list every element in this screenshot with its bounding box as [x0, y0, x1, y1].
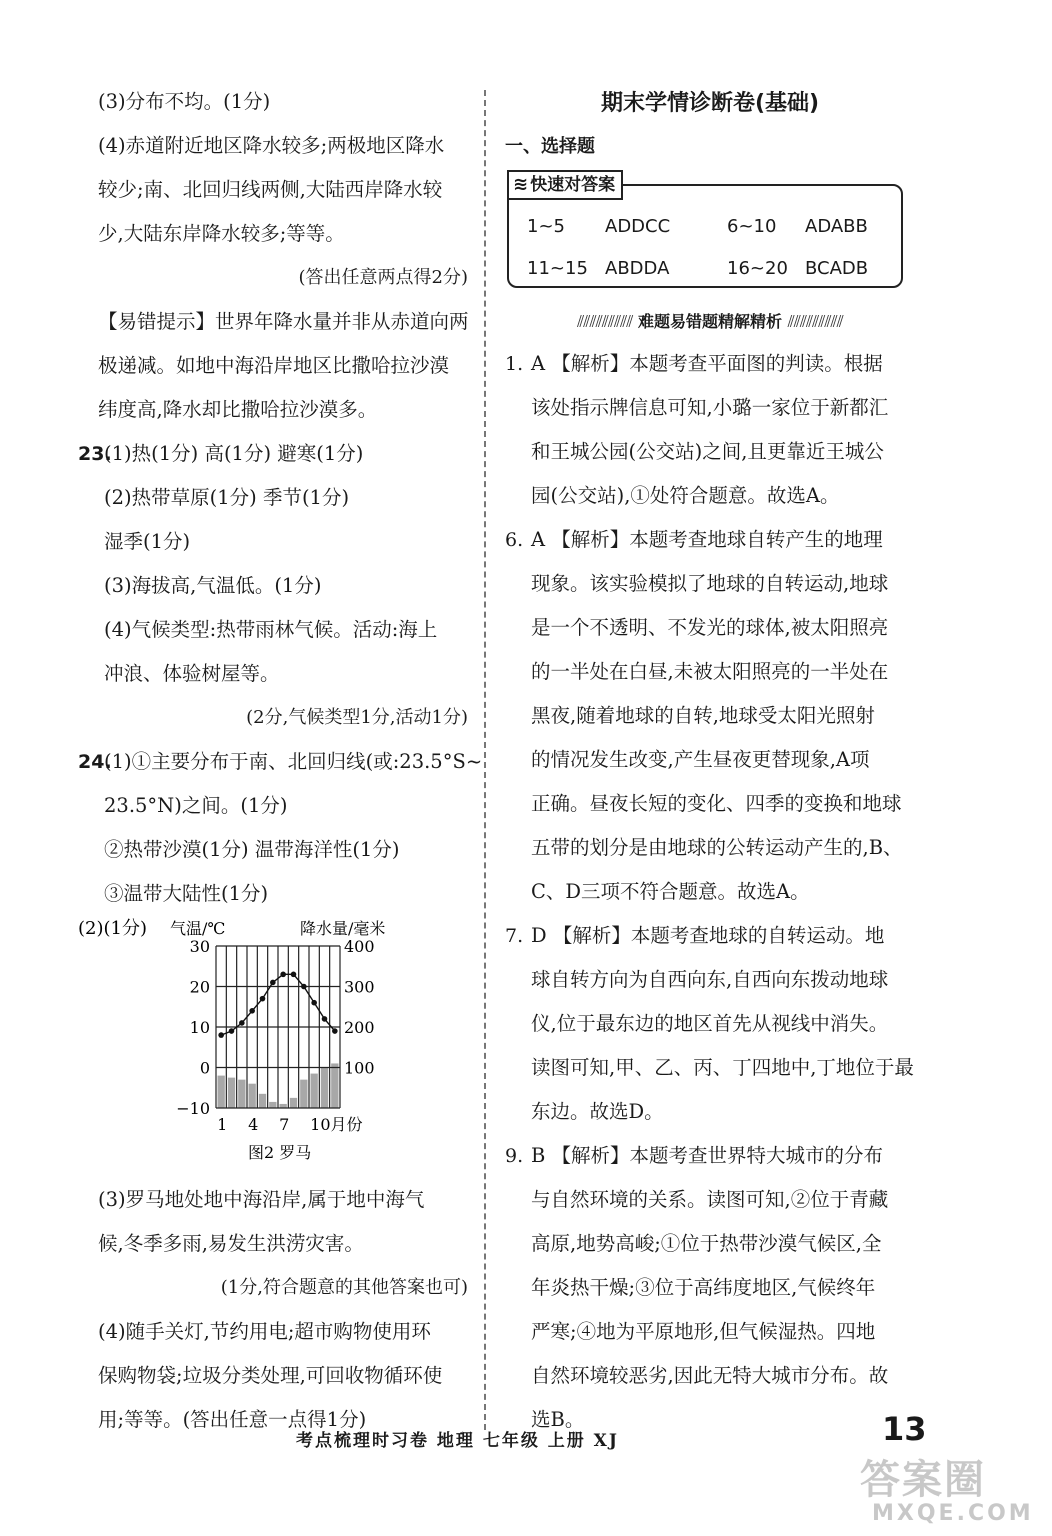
analysis-line: 正确。昼夜长短的变化、四季的变换和地球 [531, 792, 902, 815]
left-tick-label: 0 [199, 1058, 210, 1078]
analysis-line [505, 518, 915, 562]
analysis-line: 的情况发生改变,产生昼夜更替现象,A项 [531, 748, 870, 771]
precip-bar [238, 1080, 245, 1108]
q24-line: 保购物袋;垃圾分类处理,可回收物循环使 [98, 1364, 443, 1387]
temperature-point [270, 980, 276, 986]
left-tick-label: 30 [189, 937, 210, 956]
precip-bar [259, 1094, 266, 1108]
left-axis-label: 气温/℃ [170, 919, 226, 938]
q24-line: ③温带大陆性(1分) [104, 882, 269, 905]
x-tick-label: 7 [279, 1115, 290, 1134]
answer-range: 11~15 [527, 258, 588, 279]
text-line: 【易错提示】世界年降水量并非从赤道向两 [98, 310, 469, 333]
q24-line: 用;等等。(答出任意一点得1分) [98, 1408, 367, 1431]
q23-line-text: (1)热(1分) 高(1分) 避寒(1分) [104, 442, 364, 465]
watermark-line2: MXQE.COM [872, 1501, 1034, 1526]
temperature-point [332, 1028, 338, 1034]
precip-bar [300, 1080, 307, 1108]
analysis-line: 的一半处在白昼,未被太阳照亮的一半处在 [531, 660, 889, 683]
text-line: 较少;南、北回归线两侧,大陆西岸降水较 [98, 178, 443, 201]
chart-prefix: (2)(1分) [78, 918, 147, 939]
precip-bar [269, 1102, 276, 1108]
temperature-point [249, 1008, 255, 1014]
x-tick-label: 1 [217, 1115, 228, 1134]
left-tick-label: 20 [189, 977, 210, 997]
column-divider [484, 90, 486, 1430]
q23-line: 冲浪、体验树屋等。 [104, 662, 280, 685]
q24-note: (1分,符合题意的其他答案也可) [220, 1277, 468, 1298]
left-tick-label: −10 [176, 1099, 210, 1118]
precip-bar [249, 1084, 256, 1108]
text-line: 极递减。如地中海沿岸地区比撒哈拉沙漠 [98, 354, 450, 377]
analysis-line: 球自转方向为自西向东,自西向东拨动地球 [531, 968, 889, 991]
right-axis-label: 降水量/毫米 [300, 919, 386, 938]
hatch-decoration-icon: ⫽⫽⫽⫽⫽⫽⫽⫽⫽ [577, 312, 633, 331]
temperature-point [311, 1000, 317, 1006]
climate-chart-svg [78, 916, 468, 1178]
analysis-line: 是一个不透明、不发光的球体,被太阳照亮 [531, 616, 889, 639]
analysis-line: 仪,位于最东边的地区首先从视线中消失。 [531, 1012, 889, 1035]
precip-bar [331, 1063, 338, 1108]
q23-note: (2分,气候类型1分,活动1分) [246, 707, 468, 728]
temperature-point [229, 1028, 235, 1034]
q24-line: (4)随手关灯,节约用电;超市购物使用环 [98, 1320, 431, 1343]
precip-bar [280, 1104, 287, 1108]
analysis-item [505, 518, 915, 914]
question-number: 24. [78, 751, 112, 773]
q24-line-text: (1)①主要分布于南、北回归线(或:23.5°S~ [104, 750, 483, 773]
precip-bar [228, 1078, 235, 1108]
watermark-line1: 答案圈 [860, 1457, 986, 1503]
wave-icon: ≋ [513, 174, 529, 195]
analysis-line: 读图可知,甲、乙、丙、丁四地中,丁地位于最 [531, 1056, 914, 1079]
quick-answer-label: 快速对答案 [530, 175, 616, 195]
answer-range: 6~10 [727, 216, 777, 237]
q24-line [78, 740, 483, 784]
q24-line: ②热带沙漠(1分) 温带海洋性(1分) [104, 838, 400, 861]
item-number: 1. [505, 353, 524, 375]
hatch-decoration-icon: ⫽⫽⫽⫽⫽⫽⫽⫽⫽ [787, 312, 843, 331]
right-tick-label: 400 [344, 937, 375, 956]
analysis-line: 五带的划分是由地球的公转运动产生的,B、 [531, 836, 903, 859]
left-column [78, 80, 483, 1442]
analysis-line: 园(公交站),①处符合题意。故选A。 [531, 484, 840, 507]
answer-value: BCADB [805, 258, 869, 279]
answer-range: 1~5 [527, 216, 565, 237]
answer-range: 16~20 [727, 258, 788, 279]
analysis-item [505, 914, 915, 1134]
q23-line: (3)海拔高,气温低。(1分) [104, 574, 322, 597]
q23-line [78, 432, 468, 476]
text-line: (3)分布不均。(1分) [98, 90, 271, 113]
temperature-point [260, 996, 266, 1002]
temperature-point [322, 1016, 328, 1022]
exam-title: 期末学情诊断卷(基础) [600, 91, 820, 116]
temperature-point [301, 984, 307, 990]
precip-bar [290, 1098, 297, 1108]
footer-text: 考点梳理时习卷 地理 七年级 上册 XJ [296, 1431, 619, 1451]
analysis-item [505, 1134, 915, 1442]
analysis-line: 该处指示牌信息可知,小璐一家位于新都汇 [531, 396, 889, 419]
watermark-logo [860, 1458, 1040, 1533]
item-number: 6. [505, 529, 524, 551]
question-number: 23. [78, 443, 112, 465]
analysis-line: 和王城公园(公交站)之间,且更靠近王城公 [531, 440, 884, 463]
analysis-line-text: A 【解析】本题考查地球自转产生的地理 [531, 528, 883, 551]
analysis-line [505, 342, 915, 386]
left-tick-label: 10 [189, 1018, 210, 1037]
right-tick-label: 200 [344, 1018, 375, 1037]
analysis-line: 现象。该实验模拟了地球的自转运动,地球 [531, 572, 889, 595]
quick-answer-tag [507, 170, 623, 200]
analysis-title: 难题易错题精解精析 [637, 312, 782, 331]
climate-chart-rome [78, 916, 468, 1178]
analysis-heading [505, 302, 915, 342]
q23-line: 湿季(1分) [104, 530, 191, 553]
precip-bar [218, 1076, 225, 1108]
text-line: (答出任意两点得2分) [298, 267, 468, 288]
answer-value: ABDDA [605, 258, 670, 279]
analysis-line: 与自然环境的关系。读图可知,②位于青藏 [531, 1188, 889, 1211]
text-line: (4)赤道附近地区降水较多;两极地区降水 [98, 134, 445, 157]
analysis-line [505, 1134, 915, 1178]
analysis-line: 黑夜,随着地球的自转,地球受太阳光照射 [531, 704, 875, 727]
analysis-items [505, 342, 915, 1442]
question-23 [78, 432, 468, 740]
analysis-line: 选B。 [531, 1408, 585, 1431]
precip-bar [321, 1068, 328, 1109]
q24-line: (3)罗马地处地中海沿岸,属于地中海气 [98, 1188, 425, 1211]
analysis-line: 自然环境较恶劣,因此无特大城市分布。故 [531, 1364, 889, 1387]
section-heading: 一、选择题 [505, 136, 595, 157]
temperature-point [218, 1032, 224, 1038]
analysis-line-text: D 【解析】本题考查地球的自转运动。地 [531, 924, 885, 947]
text-line: 纬度高,降水却比撒哈拉沙漠多。 [98, 398, 378, 421]
right-column [505, 80, 915, 1442]
x-tick-label: 4 [248, 1115, 259, 1134]
quick-answer-box [507, 174, 903, 288]
item-number: 9. [505, 1145, 524, 1167]
temperature-point [239, 1020, 245, 1026]
precip-bar [311, 1074, 318, 1108]
text-line: 少,大陆东岸降水较多;等等。 [98, 222, 345, 245]
analysis-item [505, 342, 915, 518]
analysis-line: 东边。故选D。 [531, 1100, 664, 1123]
x-tick-label: 10月份 [310, 1115, 363, 1134]
analysis-line: 高原,地势高峻;①位于热带沙漠气候区,全 [531, 1232, 882, 1255]
right-tick-label: 300 [344, 977, 375, 997]
q24-line: 23.5°N)之间。(1分) [104, 794, 288, 817]
q23-line: (4)气候类型:热带雨林气候。活动:海上 [104, 618, 438, 641]
left-intro-lines [78, 80, 468, 432]
analysis-line: 严寒;④地为平原地形,但气候湿热。四地 [531, 1320, 876, 1343]
analysis-line-text: A 【解析】本题考查平面图的判读。根据 [531, 352, 883, 375]
item-number: 7. [505, 925, 524, 947]
q23-line: (2)热带草原(1分) 季节(1分) [104, 486, 350, 509]
answer-value: ADDCC [605, 216, 671, 237]
chart-caption: 图2 罗马 [248, 1143, 312, 1162]
analysis-line: 年炎热干燥;③位于高纬度地区,气候终年 [531, 1276, 876, 1299]
temperature-point [280, 972, 286, 978]
analysis-line: C、D三项不符合题意。故选A。 [531, 880, 810, 903]
temperature-point [291, 972, 297, 978]
question-24 [78, 740, 483, 1442]
q24-line: 候,冬季多雨,易发生洪涝灾害。 [98, 1232, 364, 1255]
analysis-line-text: B 【解析】本题考查世界特大城市的分布 [531, 1144, 884, 1167]
page-number: 13 [882, 1410, 927, 1448]
answer-value: ADABB [805, 216, 868, 237]
analysis-line [505, 914, 915, 958]
right-tick-label: 100 [344, 1058, 375, 1078]
